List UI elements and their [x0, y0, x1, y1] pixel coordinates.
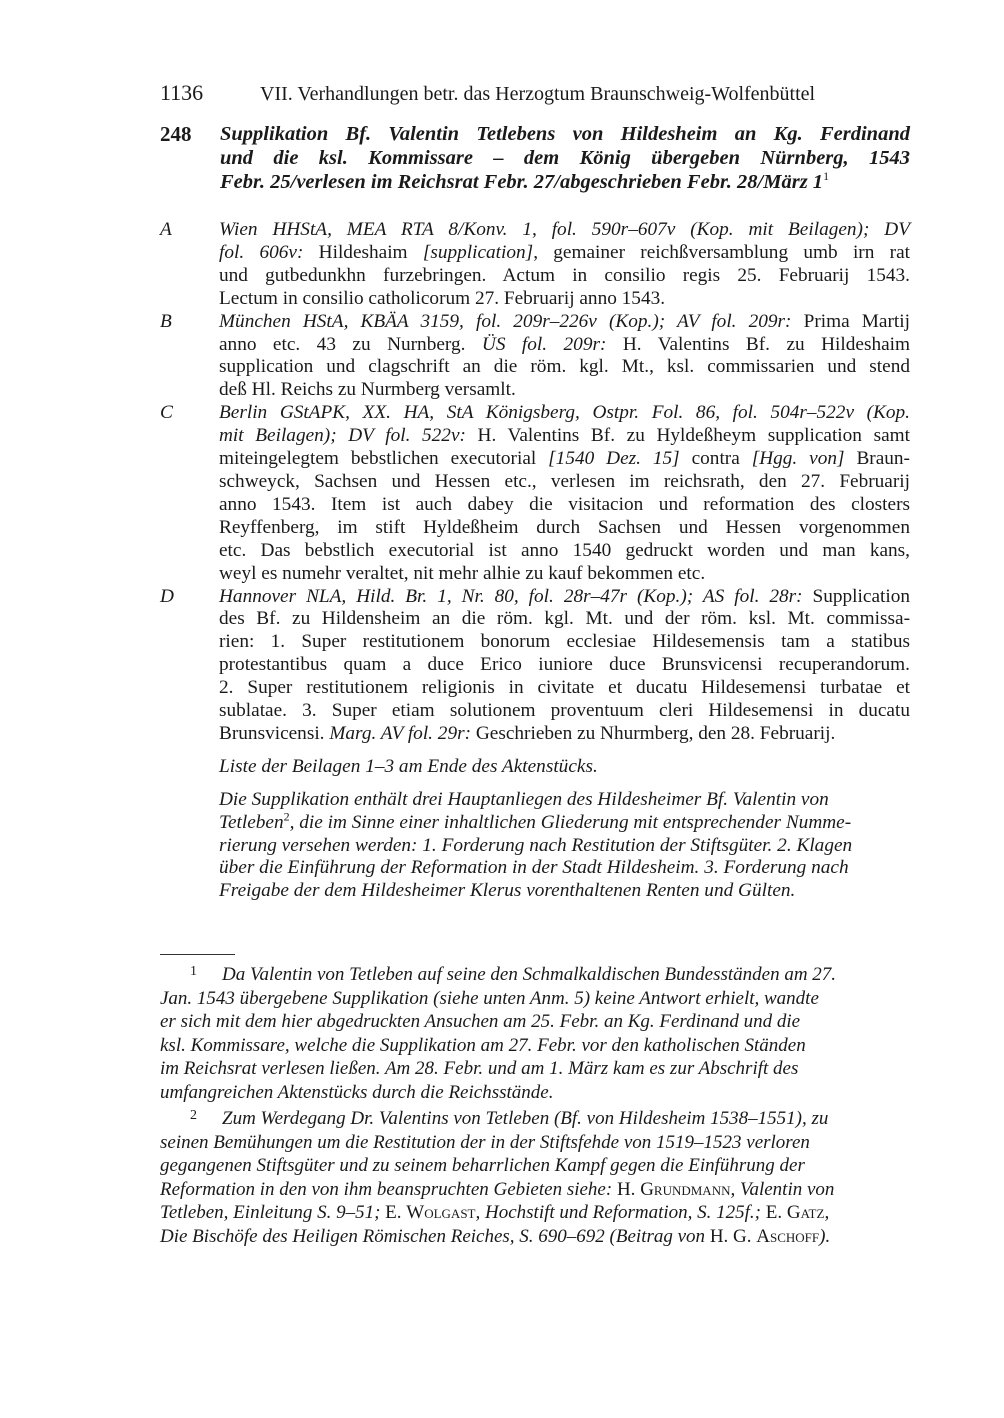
author-name: Grundmann [640, 1178, 731, 1200]
author-name: Gatz [786, 1202, 825, 1223]
source-line: sublatae. 3. Super etiam solutionem proventuum cleri Hildesemensi in ducatu [219, 700, 910, 722]
source-line: etc. Das bebstlich executorial ist anno 1540 gedruckt worden und man kans, [219, 539, 910, 561]
source-line: schweyck, Sachsen und Hessen etc., verlesen im reichsrath, den 27. Februarij [219, 470, 910, 492]
source-line: Brunsvicensi. Marg. AV fol. 29r: Geschrieben zu Nhurmberg, den 28. Februarij. [219, 722, 836, 744]
author-name: Wolgast [406, 1202, 476, 1223]
beilagen-note: Liste der Beilagen 1–3 am Ende des Aktenstücks. [219, 755, 598, 777]
document-number: 248 [160, 122, 192, 146]
title-line: Supplikation Bf. Valentin Tetlebens von Hildesheim an Kg. Ferdinand [220, 123, 910, 145]
source-description [219, 311, 910, 403]
source-line: deß Hl. Reichs zu Nurmberg versamlt. [219, 379, 516, 401]
summary-line: Die Supplikation enthält drei Hauptanliegen des Hildesheimer Bf. Valentin von [219, 788, 829, 810]
source-line: fol. 606v: Hildeshaim [supplication], gemainer reichßversamblung umb irn rat [219, 241, 910, 263]
source-siglum: B [160, 310, 172, 332]
source-line: Wien HHStA, MEA RTA 8/Konv. 1, fol. 590r–607v (Kop. mit Beilagen); DV [219, 219, 910, 240]
source-siglum: A [160, 219, 172, 240]
title-line-text: Febr. 25/verlesen im Reichsrat Febr. 27/abgeschrieben Febr. 28/März 1 [220, 171, 824, 193]
source-line: und gutbedunkhn furzebringen. Actum in consilio regis 25. Februarij 1543. [219, 264, 910, 286]
source-line: miteingelegtem bebstlichen executorial [1540 Dez. 15] contra [Hgg. von] Braun- [219, 448, 910, 470]
title-line: und die ksl. Kommissare – dem König übergeben Nürnberg, 1543 [220, 147, 910, 169]
source-siglum: C [160, 402, 173, 424]
source-line: mit Beilagen); DV fol. 522v: H. Valentins Bf. zu Hyldeßheym supplication samt [219, 425, 910, 447]
footnote-ref: 2 [283, 809, 290, 824]
source-entry-a [160, 219, 910, 311]
footnote-rule [160, 954, 235, 955]
source-line: anno 1543. Item ist auch dabey die visitacion und reformation des closters [219, 493, 910, 515]
source-line: Hannover NLA, Hild. Br. 1, Nr. 80, fol. 28r–47r (Kop.); AS fol. 28r: Supplication [219, 585, 910, 607]
source-entry-b [160, 311, 910, 403]
footnote-2: 2 Zum Werdegang Dr. Valentins von Tetleben (Bf. von Hildesheim 1538–1551), zu seinen Bemühungen um die Restitution der in der Stiftsfehde von 1519–1523 verloren gegangenen Stiftsgüter und zu seinem beharrlichen Kampf gegen die Einführung der Reformation in den von ihm beanspruchten Gebieten siehe: H. Grundmann, Valentin von Tetleben, Einleitung S. 9–51; E. Wolgast, Hochstift und Reformation, S. 125f.; E. Gatz, Die Bischöfe des Heiligen Römischen Reiches, S. 690–692 (Beitrag von H. G. Aschoff). [160, 1104, 910, 1248]
source-line: protestantibus quam a duce Erico iuniore duce Brunsvicensi recuperandorum. [219, 654, 910, 676]
source-line: Berlin GStAPK, XX. HA, StA Königsberg, Ostpr. Fol. 86, fol. 504r–522v (Kop. [219, 402, 910, 424]
footnote-number: 2 [190, 1108, 197, 1123]
summary-line: über die Einführung der Reformation in der Stadt Hildesheim. 3. Forderung nach [219, 857, 849, 879]
summary-line: rierung versehen werden: 1. Forderung nach Restitution der Stiftsgüter. 2. Klagen [219, 834, 853, 856]
footnote-number: 1 [190, 964, 197, 979]
footnote-ref: 1 [823, 169, 830, 184]
page-number: 1136 [160, 80, 204, 105]
title-line [220, 170, 910, 194]
summary-note [219, 789, 910, 904]
source-line: des Bf. zu Hildensheim an die röm. kgl. Mt. und der röm. ksl. Mt. commissa- [219, 608, 910, 630]
footnote-1: 1 Da Valentin von Tetleben auf seine den Schmalkaldischen Bundesständen am 27. Jan. 1543 übergebene Supplikation (siehe unten Anm. 5) keine Antwort erhielt, wandte er sich mit dem hier abgedruckten Ansuchen am 25. Febr. an Kg. Ferdinand und die ksl. Kommissare, welche die Supplikation am 27. Febr. vor den katholischen Ständen im Reichsrat verlesen ließen. Am 28. Febr. und am 1. März kam es zur Abschrift des umfangreichen Aktenstücks durch die Reichsstände. [160, 960, 910, 1104]
document-title [220, 122, 910, 194]
source-list [160, 219, 910, 903]
source-description [219, 219, 910, 311]
source-line: rien: 1. Super restitutionem bonorum ecclesiae Hildesemensis tam a statibus [219, 631, 910, 653]
source-entry-d [160, 586, 910, 746]
summary-line: Tetleben$^2$, die im Sinne einer inhaltlichen Gliederung mit entsprechender Numme- [219, 809, 852, 833]
source-line: 2. Super restitutionem religionis in civitate et ducatu Hildesemensi turbatae et [219, 677, 910, 699]
source-line: Lectum in consilio catholicorum 27. Februarij anno 1543. [219, 287, 666, 309]
source-line: supplication und clagschrift an die röm. kgl. Mt., ksl. commissarien und stend [219, 356, 910, 378]
source-siglum: D [160, 585, 174, 607]
source-entry-c [160, 402, 910, 585]
source-line: München HStA, KBÄA 3159, fol. 209r–226v (Kop.); AV fol. 209r: Prima Martij [219, 310, 910, 332]
source-description [219, 586, 910, 746]
source-line: Reyffenberg, im stift Hyldeßheim durch Sachsen und Hessen vorgenommen [219, 516, 910, 538]
footnotes [160, 960, 910, 1248]
author-name: Aschoff [756, 1225, 820, 1247]
source-line: weyl es numehr veraltet, nit mehr alhie zu kauf bekommen etc. [219, 562, 706, 584]
source-description [219, 402, 910, 585]
document-heading [160, 122, 910, 194]
summary-line: Freigabe der dem Hildesheimer Klerus vorenthaltenen Renten und Gülten. [219, 880, 796, 902]
source-line: anno etc. 43 zu Nurnberg. ÜS fol. 209r: H. Valentins Bf. zu Hildeshaim [219, 333, 911, 355]
running-head-title: VII. Verhandlungen betr. das Herzogtum Braunschweig-Wolfenbüttel [260, 83, 816, 105]
running-head [160, 80, 910, 107]
